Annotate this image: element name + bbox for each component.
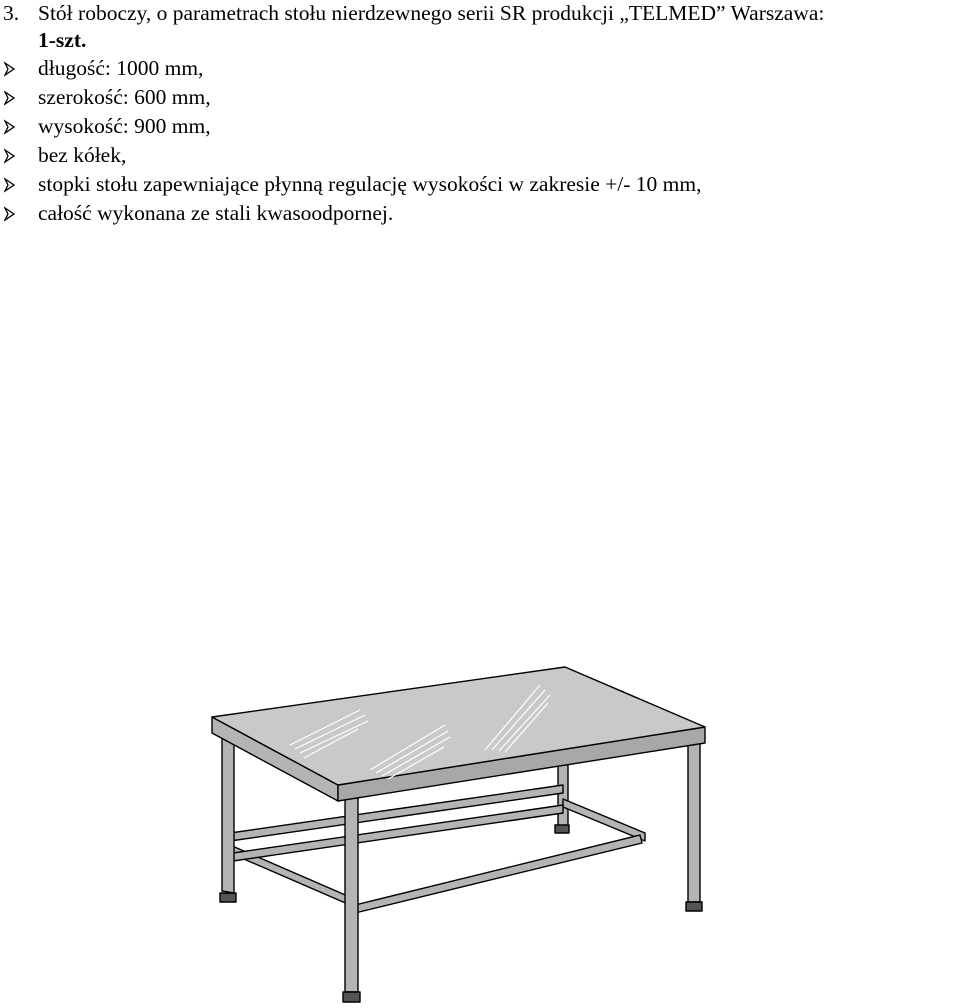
right-side-rail xyxy=(563,799,645,841)
spec-text: szerokość: 600 mm, xyxy=(38,85,211,109)
arrowhead-bullet-icon xyxy=(4,59,16,79)
arrowhead-bullet-icon xyxy=(4,88,16,108)
item-number: 3. xyxy=(3,1,20,25)
arrowhead-bullet-icon xyxy=(4,117,16,137)
front-lower-rail xyxy=(355,835,642,913)
front-leg xyxy=(343,795,360,1002)
stainless-steel-work-table-illustration xyxy=(200,655,730,1005)
item-quantity: 1-szt. xyxy=(38,28,87,52)
arrowhead-bullet-icon xyxy=(4,204,16,224)
item-title: Stół roboczy, o parametrach stołu nierdzewnego serii SR produkcji „TELMED” Warszawa: xyxy=(38,1,825,25)
spec-text: długość: 1000 mm, xyxy=(38,56,204,80)
spec-text: stopki stołu zapewniające płynną regulację wysokości w zakresie +/- 10 mm, xyxy=(38,172,702,196)
arrowhead-bullet-icon xyxy=(4,175,16,195)
right-leg xyxy=(686,735,702,911)
back-leg xyxy=(555,760,569,833)
arrowhead-bullet-icon xyxy=(4,146,16,166)
left-leg xyxy=(220,727,236,902)
spec-text: całość wykonana ze stali kwasoodpornej. xyxy=(38,201,394,225)
spec-text: wysokość: 900 mm, xyxy=(38,114,211,138)
spec-text: bez kółek, xyxy=(38,143,127,167)
